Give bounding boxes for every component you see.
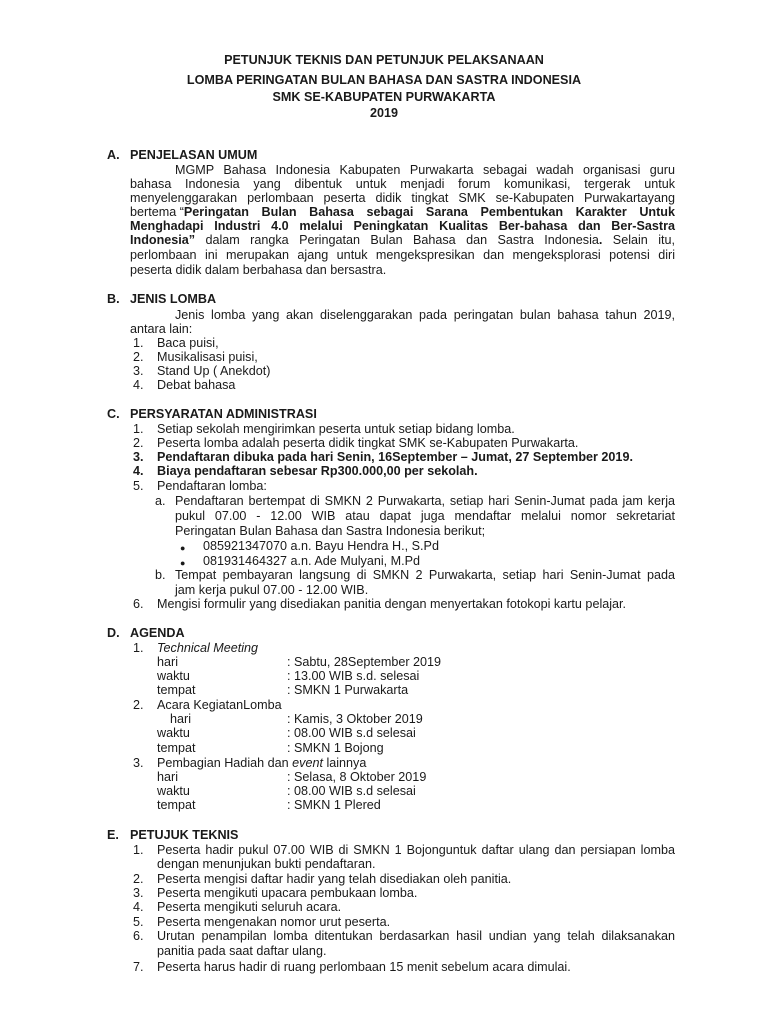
section-c-item-text: Biaya pendaftaran sebesar Rp300.000,00 per sekolah. xyxy=(157,464,478,478)
section-a-line6-text xyxy=(195,233,675,248)
section-a-line7: perlombaan ini merupakan ajang untuk mengekspresikan dan mengeksplorasi potensi diri xyxy=(130,248,675,262)
section-a-heading: PENJELASAN UMUM xyxy=(130,148,258,162)
doc-title-line2: LOMBA PERINGATAN BULAN BAHASA DAN SASTRA INDONESIA xyxy=(186,73,582,87)
section-c-item-num: 4. xyxy=(133,464,144,478)
section-e-item1-line2: dengan menunjukan bukti pendaftaran. xyxy=(157,857,376,871)
section-e-item-text: Peserta harus hadir di ruang perlombaan 15 menit sebelum acara dimulai. xyxy=(157,960,571,974)
section-b-item-text: Debat bahasa xyxy=(157,378,236,392)
section-e-item-text: Peserta mengenakan nomor urut peserta. xyxy=(157,915,391,929)
agenda-row-label: waktu xyxy=(157,726,190,740)
section-a-line4 xyxy=(130,205,675,220)
section-a-line4-lead: bertema “ xyxy=(130,205,184,219)
section-b-item-text: Musikalisasi puisi, xyxy=(157,350,258,364)
agenda-item-title-lead: Pembagian Hadiah dan xyxy=(157,756,293,770)
section-c-item-num: 6. xyxy=(133,597,144,611)
agenda-row-value: : 08.00 WIB s.d selesai xyxy=(287,784,416,798)
agenda-item-title: Technical Meeting xyxy=(157,641,259,655)
section-b-item-num: 3. xyxy=(133,364,144,378)
section-a-line6-period: . xyxy=(598,233,603,247)
section-c-item-text: Peserta lomba adalah peserta didik tingkat SMK se-Kabupaten Purwakarta. xyxy=(157,436,579,450)
section-b-item-num: 1. xyxy=(133,336,144,350)
agenda-row-value: : SMKN 1 Bojong xyxy=(287,741,384,755)
section-e-item-num: 6. xyxy=(133,929,144,943)
section-c-sub-b-line1: Tempat pembayaran langsung di SMKN 2 Purwakarta, setiap hari Senin-Jumat pada xyxy=(175,568,675,582)
section-e-item-num: 3. xyxy=(133,886,144,900)
agenda-row-label: tempat xyxy=(157,741,196,755)
section-c-sub-a-line2: pukul 07.00 - 12.00 WIB atau dapat juga mendaftar melalui nomor sekretariat xyxy=(175,509,675,523)
section-d-heading: AGENDA xyxy=(130,626,185,640)
section-b-heading: JENIS LOMBA xyxy=(130,292,217,306)
doc-title-line3: SMK SE-KABUPATEN PURWAKARTA xyxy=(272,90,496,104)
section-e-item-text: Peserta mengikuti upacara pembukaan lomba. xyxy=(157,886,418,900)
agenda-row-label: tempat xyxy=(157,683,196,697)
section-e-item-text: Peserta mengikuti seluruh acara. xyxy=(157,900,342,914)
section-c-heading: PERSYARATAN ADMINISTRASI xyxy=(130,407,317,421)
section-c-item-text: Pendaftaran lomba: xyxy=(157,479,267,493)
section-b-item-num: 2. xyxy=(133,350,144,364)
section-b-intro2: antara lain: xyxy=(130,322,193,336)
bullet-icon: ● xyxy=(180,543,186,553)
section-e-item-num: 7. xyxy=(133,960,144,974)
section-b-item-text: Stand Up ( Anekdot) xyxy=(157,364,271,378)
section-c-sub-b-line2: jam kerja pukul 07.00 - 12.00 WIB. xyxy=(175,583,369,597)
section-b-item-text: Baca puisi, xyxy=(157,336,219,350)
section-e-item-num: 4. xyxy=(133,900,144,914)
section-b-item-num: 4. xyxy=(133,378,144,392)
agenda-item-title: Acara KegiatanLomba xyxy=(157,698,282,712)
section-c-item-num: 2. xyxy=(133,436,144,450)
doc-title-year: 2019 xyxy=(369,106,399,120)
doc-title-line1: PETUNJUK TEKNIS DAN PETUNJUK PELAKSANAAN xyxy=(224,53,544,67)
section-a-theme-part1: Peringatan Bulan Bahasa sebagai Sarana Pembentukan Karakter Untuk xyxy=(183,205,675,219)
section-a-line8: peserta didik dalam berbahasa dan bersastra. xyxy=(130,263,387,277)
agenda-row-label: hari xyxy=(157,770,178,784)
contact-item: 081931464327 a.n. Ade Mulyani, M.Pd xyxy=(203,554,421,568)
section-a-line2: bahasa Indonesia yang dibentuk untuk menjadi forum komunikasi, tergerak untuk xyxy=(130,177,675,191)
section-b-letter: B. xyxy=(107,292,120,306)
section-a-theme-part2: Menghadapi Industri 4.0 melalui Peningkatan Kualitas Ber-bahasa dan Ber-Sastra xyxy=(130,219,675,233)
agenda-item-title-italic: event xyxy=(292,756,323,770)
section-e-item-num: 2. xyxy=(133,872,144,886)
agenda-item-num: 1. xyxy=(133,641,144,655)
section-a-theme-part3: Indonesia” xyxy=(130,233,196,247)
bullet-icon: ● xyxy=(180,558,186,568)
section-e-item-num: 5. xyxy=(133,915,144,929)
section-e-heading: PETUJUK TEKNIS xyxy=(130,828,239,842)
section-c-item-text: Setiap sekolah mengirimkan peserta untuk setiap bidang lomba. xyxy=(157,422,515,436)
section-c-item-num: 3. xyxy=(133,450,144,464)
section-c-sub-a-line1: Pendaftaran bertempat di SMKN 2 Purwakarta, setiap hari Senin-Jumat pada jam kerja xyxy=(175,494,675,508)
agenda-row-value: : SMKN 1 Purwakarta xyxy=(287,683,409,697)
agenda-item-title-suffix: lainnya xyxy=(322,756,367,770)
section-b-intro1: Jenis lomba yang akan diselenggarakan pada peringatan bulan bahasa tahun 2019, xyxy=(175,308,675,322)
section-c-sub-a-line3: Peringatan Bulan Bahasa dan Sastra Indonesia berikut; xyxy=(175,524,486,538)
section-e-item-text: Peserta mengisi daftar hadir yang telah disediakan oleh panitia. xyxy=(157,872,512,886)
section-e-item-num: 1. xyxy=(133,843,144,857)
section-a-line6 xyxy=(130,233,675,248)
section-d-letter: D. xyxy=(107,626,120,640)
section-c-item-num: 5. xyxy=(133,479,144,493)
section-c-sub-b-letter: b. xyxy=(155,568,166,582)
agenda-row-value: : 08.00 WIB s.d selesai xyxy=(287,726,416,740)
agenda-item-num: 3. xyxy=(133,756,144,770)
section-a-line6-tail: Selain itu, xyxy=(602,233,675,247)
section-c-item-text: Pendaftaran dibuka pada hari Senin, 16September – Jumat, 27 September 2019. xyxy=(157,450,633,464)
section-a-line6-body: dalam rangka Peringatan Bulan Bahasa dan Sastra Indonesia xyxy=(195,233,599,247)
agenda-row-label: hari xyxy=(157,655,178,669)
section-a-letter: A. xyxy=(107,148,120,162)
agenda-item-num: 2. xyxy=(133,698,144,712)
agenda-row-value: : Kamis, 3 Oktober 2019 xyxy=(287,712,423,726)
agenda-row-value: : Selasa, 8 Oktober 2019 xyxy=(287,770,427,784)
agenda-row-label: waktu xyxy=(157,669,190,683)
section-c-sub-a-letter: a. xyxy=(155,494,166,508)
section-e-item6-line1: Urutan penampilan lomba ditentukan berdasarkan hasil undian yang telah dilaksanakan xyxy=(157,929,675,943)
agenda-item-title xyxy=(157,756,366,771)
section-c-letter: C. xyxy=(107,407,120,421)
agenda-row-value: : Sabtu, 28September 2019 xyxy=(287,655,442,669)
section-a-line3: menyelenggarakan perlombaan peserta didik tingkat SMK se-Kabupaten Purwakartayang xyxy=(130,191,675,205)
section-e-item6-line2: panitia pada saat daftar ulang. xyxy=(157,944,327,958)
section-c-item-num: 1. xyxy=(133,422,144,436)
agenda-row-value: : 13.00 WIB s.d. selesai xyxy=(287,669,420,683)
section-e-letter: E. xyxy=(107,828,119,842)
agenda-row-label: waktu xyxy=(157,784,190,798)
contact-item: 085921347070 a.n. Bayu Hendra H., S.Pd xyxy=(203,539,439,553)
section-c-item-text: Mengisi formulir yang disediakan panitia dengan menyertakan fotokopi kartu pelajar. xyxy=(157,597,627,611)
agenda-row-label: tempat xyxy=(157,798,196,812)
section-e-item1-line1: Peserta hadir pukul 07.00 WIB di SMKN 1 Bojonguntuk daftar ulang dan persiapan lomba xyxy=(157,843,675,857)
agenda-row-label: hari xyxy=(170,712,191,726)
agenda-row-value: : SMKN 1 Plered xyxy=(287,798,381,812)
section-a-line1: MGMP Bahasa Indonesia Kabupaten Purwakarta sebagai wadah organisasi guru xyxy=(175,163,675,177)
